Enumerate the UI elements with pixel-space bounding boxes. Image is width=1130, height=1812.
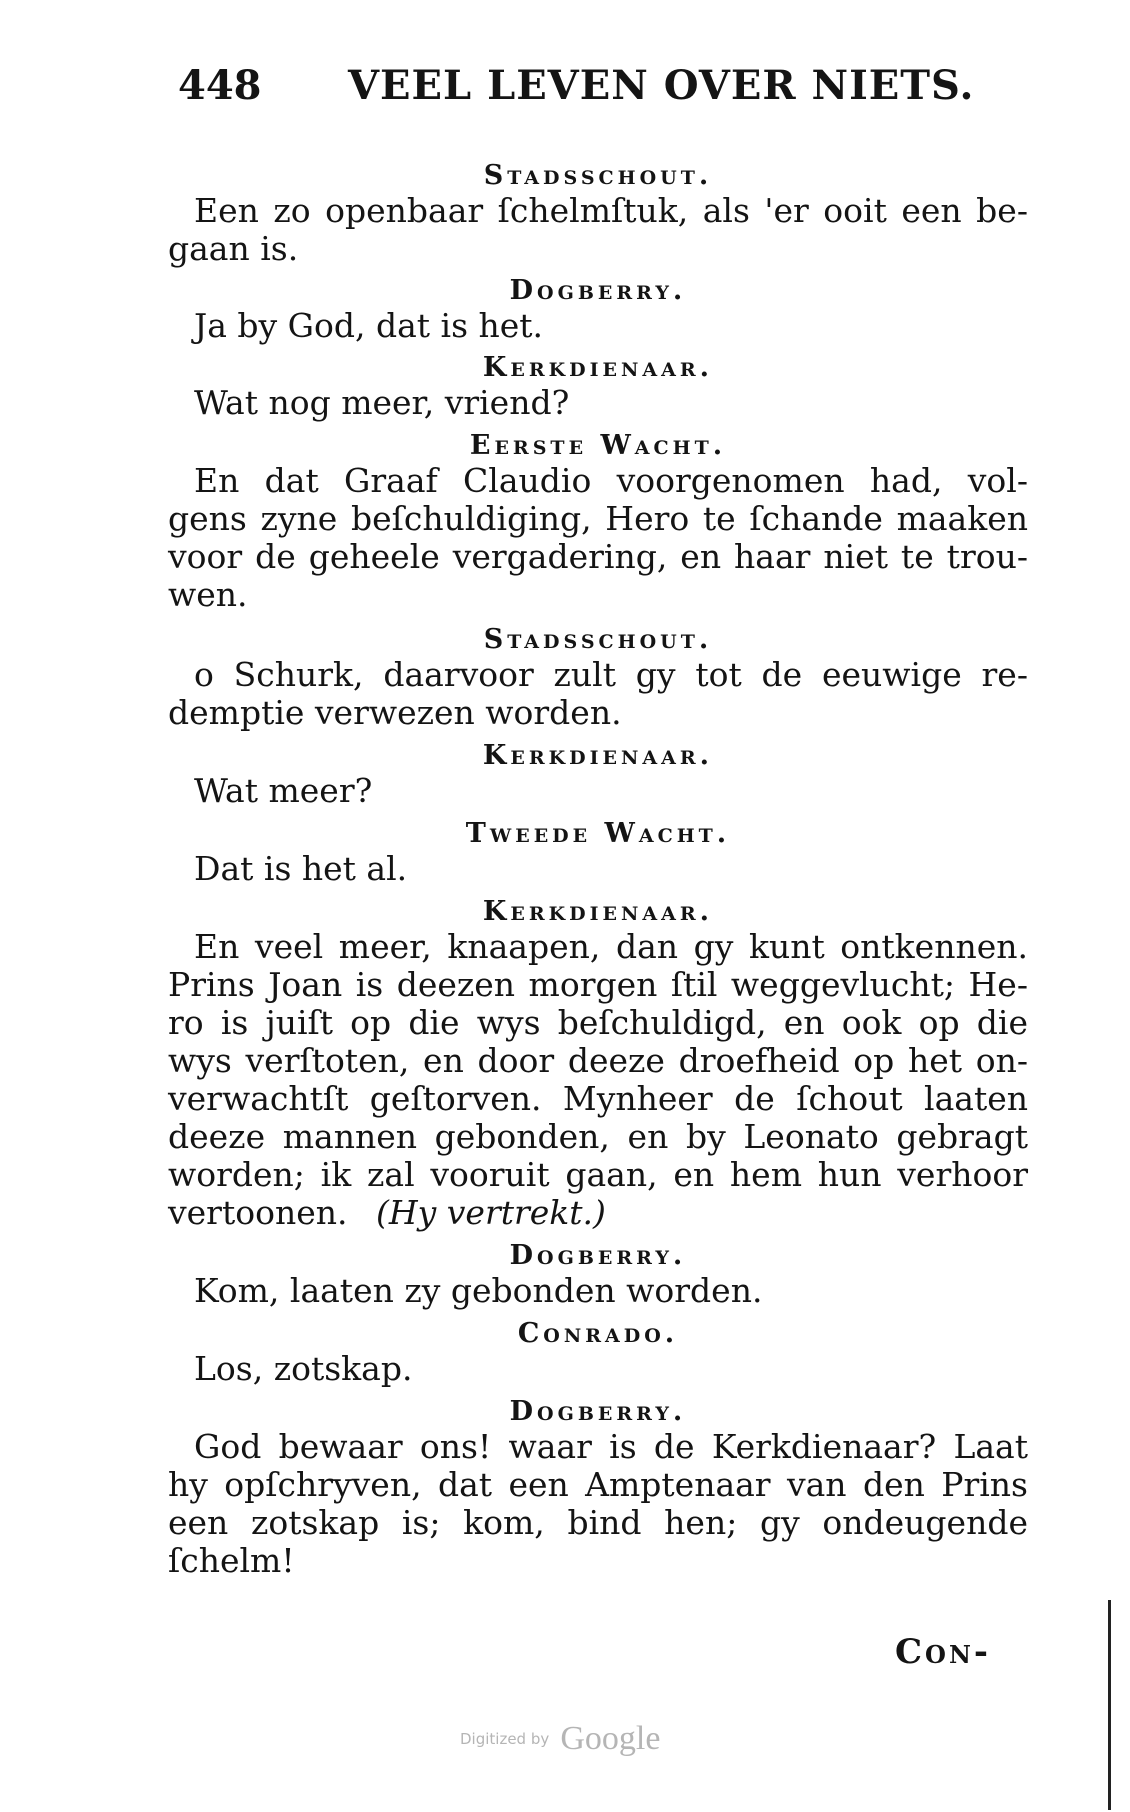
- speech-line: Dat is het al.: [194, 849, 408, 888]
- speech-line: Ja by God, dat is het.: [194, 306, 544, 345]
- speech-line: wen.: [168, 575, 248, 614]
- speech-line: voor de geheele vergadering, en haar niet te trou-: [168, 537, 1028, 576]
- speech-line: En dat Graaf Claudio voorgenomen had, vol-: [194, 461, 1028, 500]
- speech-line: demptie verwezen worden.: [168, 693, 622, 732]
- speaker-name: Kerkdienaar.: [482, 896, 714, 927]
- speech-line: Wat meer?: [194, 771, 373, 810]
- speaker-name: Conrado.: [517, 1318, 679, 1349]
- speech-block: [168, 740, 1028, 810]
- speaker-name: Stadsschout.: [483, 624, 713, 655]
- speaker-name: Kerkdienaar.: [482, 740, 714, 771]
- speech-line: ro is juiſt op die wys beſchuldigd, en ook op die: [168, 1003, 1028, 1042]
- speech-line: gens zyne beſchuldiging, Hero te ſchande maaken: [168, 499, 1028, 538]
- stage-direction: (Hy vertrekt.): [375, 1193, 606, 1232]
- speaker-name: Kerkdienaar.: [482, 352, 714, 383]
- speech-line: hy opſchryven, dat een Amptenaar van den Prins: [168, 1465, 1028, 1504]
- speech-line: Een zo openbaar ſchelmſtuk, als 'er ooit een be-: [194, 191, 1028, 230]
- running-header: [178, 62, 975, 122]
- speech-block: [168, 352, 1028, 422]
- page-number: 448: [178, 62, 262, 109]
- google-logo-text: Google: [560, 1720, 661, 1757]
- speech-text: vertoonen.: [168, 1193, 348, 1232]
- speech-block: [168, 430, 1028, 614]
- speaker-name: Dogberry.: [509, 275, 687, 306]
- speech-line: wys verſtoten, en door deeze droefheid op het on-: [168, 1041, 1028, 1080]
- speech-block: [168, 160, 1028, 268]
- speech-line: Wat nog meer, vriend?: [194, 383, 570, 422]
- speech-line: een zotskap is; kom, bind hen; gy ondeugende: [168, 1503, 1028, 1542]
- catchword: Con-: [895, 1632, 992, 1672]
- speech-line: Los, zotskap.: [194, 1349, 413, 1388]
- speech-line-final: [168, 1194, 1028, 1232]
- speech-line: verwachtſt geſtorven. Mynheer de ſchout laaten: [168, 1079, 1028, 1118]
- speech-line: gaan is.: [168, 229, 299, 268]
- digitized-watermark: [460, 1720, 720, 1770]
- speech-line: En veel meer, knaapen, dan gy kunt ontkennen.: [194, 927, 1028, 966]
- speech-block: [168, 1396, 1028, 1580]
- speech-line: Kom, laaten zy gebonden worden.: [194, 1271, 763, 1310]
- speech-line: God bewaar ons! waar is de Kerkdienaar? Laat: [194, 1427, 1028, 1466]
- speaker-name: Eerste Wacht.: [469, 430, 727, 461]
- speech-block: [168, 624, 1028, 732]
- speaker-name: Stadsschout.: [483, 160, 713, 191]
- speech-line: worden; ik zal vooruit gaan, en hem hun verhoor: [168, 1155, 1028, 1194]
- speech-line: deeze mannen gebonden, en by Leonato gebragt: [168, 1117, 1028, 1156]
- speech-block: [168, 1318, 1028, 1388]
- speech-block: [168, 896, 1028, 1232]
- page-edge-shadow: [1108, 1600, 1111, 1810]
- watermark-prefix: Digitized by: [460, 1730, 550, 1748]
- speech-line: Prins Joan is deezen morgen ſtil weggevlucht; He-: [168, 965, 1028, 1004]
- speech-block: [168, 818, 1028, 888]
- speech-line: o Schurk, daarvoor zult gy tot de eeuwige re-: [194, 655, 1028, 694]
- speech-line: ſchelm!: [168, 1541, 295, 1580]
- speaker-name: Dogberry.: [509, 1396, 687, 1427]
- running-title: VEEL LEVEN OVER NIETS.: [348, 62, 975, 109]
- speech-block: [168, 275, 1028, 345]
- speech-block: [168, 1240, 1028, 1310]
- speaker-name: Dogberry.: [509, 1240, 687, 1271]
- speaker-name: Tweede Wacht.: [465, 818, 731, 849]
